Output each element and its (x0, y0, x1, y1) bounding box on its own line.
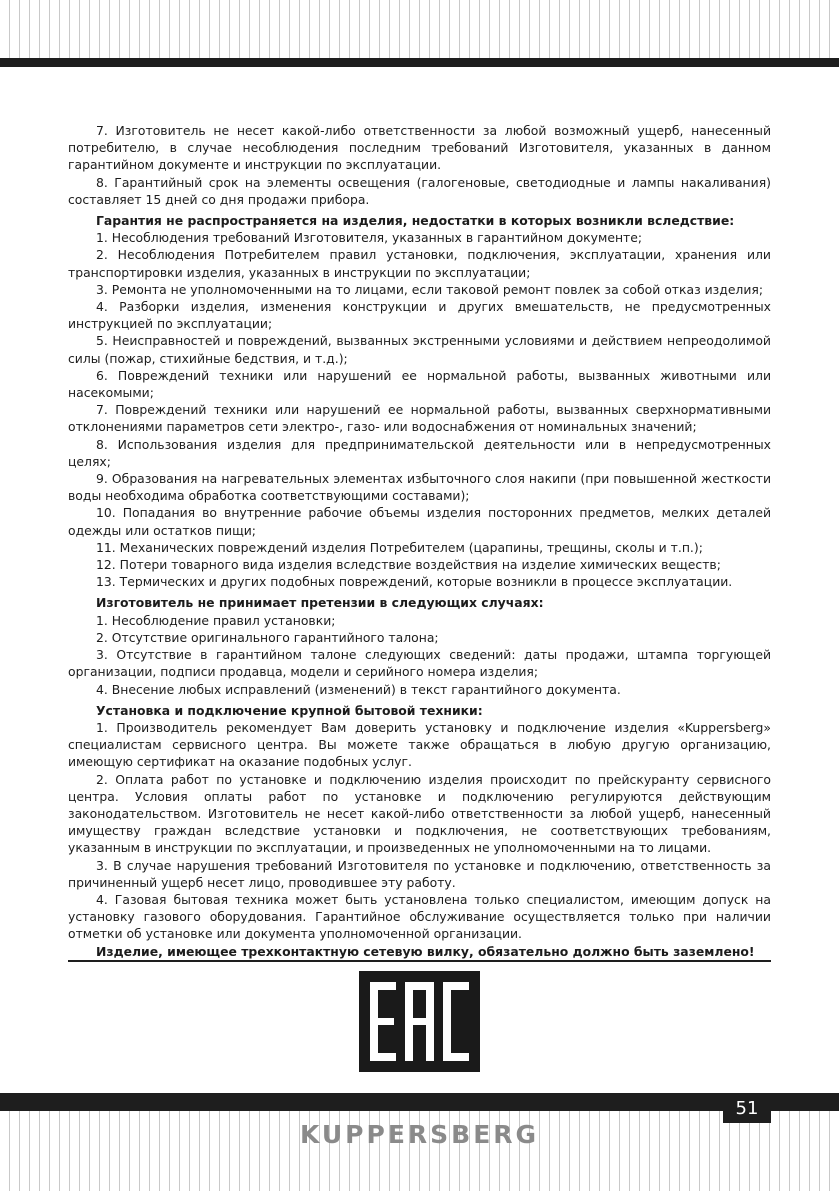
body-paragraph: 6. Повреждений техники или нарушений ее нормальной работы, вызванных животными или насекомыми; (68, 367, 771, 401)
section-heading: Изготовитель не принимает претензии в следующих случаях: (96, 595, 544, 611)
body-paragraph: 2. Несоблюдения Потребителем правил установки, подключения, эксплуатации, хранения или транспортировки изделия, указанных в инструкции по эксплуатации; (68, 247, 771, 280)
body-paragraph: 1. Производитель рекомендует Вам доверить установку и подключение изделия «Kuppersberg» специалистам сервисного центра. Вы можете также обращаться в любую другую организацию, имеющую сертификат на оказание подобных услуг. (68, 719, 771, 770)
body-paragraph: 9. Образования на нагревательных элементах избыточного слоя накипи (при повышенной жесткости воды необходима обработка соответствующими составами); (68, 471, 771, 504)
body-paragraph: 3. В случае нарушения требований Изготовителя по установке и подключению, ответственность за причиненный ущерб несет лицо, проводившее эту работу. (68, 857, 771, 890)
top-dark-band (0, 58, 839, 67)
body-paragraph: 3. Отсутствие в гарантийном талоне следующих сведений: даты продажи, штампа торгующей организации, подписи продавца, модели и серийного номера изделия; (68, 647, 771, 680)
body-paragraph: 13. Термических и других подобных повреждений, которые возникли в процессе эксплуатации. (96, 574, 733, 590)
body-paragraph: 8. Использования изделия для предпринимательской деятельности или в непредусмотренных целях; (68, 436, 771, 469)
body-paragraph: 3. Ремонта не уполномоченными на то лицами, если таковой ремонт повлек за собой отказ изделия; (96, 281, 764, 297)
body-paragraph: 2. Отсутствие оригинального гарантийного талона; (96, 629, 439, 645)
bottom-dark-band (0, 1093, 839, 1111)
body-paragraph: 12. Потери товарного вида изделия вследствие воздействия на изделие химических веществ; (96, 557, 721, 573)
body-paragraph: 11. Механических повреждений изделия Потребителем (царапины, трещины, сколы и т.п.); (96, 539, 703, 555)
body-paragraph: 10. Попадания во внутренние рабочие объемы изделия посторонних предметов, мелких деталей одежды или остатков пищи; (68, 505, 771, 538)
body-paragraph: 4. Газовая бытовая техника может быть установлена только специалистом, имеющим допуск на установку газового оборудования. Гарантийное обслуживание осуществляется только при наличии отметки об установке или документа уполномоченной организации. (68, 891, 771, 942)
body-paragraph: 8. Гарантийный срок на элементы освещения (галогеновые, светодиодные и лампы накаливания) составляет 15 дней со дня продажи прибора. (68, 174, 771, 207)
body-paragraph: 1. Несоблюдения требований Изготовителя, указанных в гарантийном документе; (96, 230, 643, 246)
brand-logo-text: KUPPERSBERG (299, 1120, 540, 1149)
body-paragraph: 7. Повреждений техники или нарушений ее нормальной работы, вызванных сверхнормативными отклонениями параметров сети электро-, газо- или водоснабжения от номинальных значений; (68, 402, 771, 435)
body-paragraph: 2. Оплата работ по установке и подключению изделия происходит по прейскуранту сервисного центра. Условия оплаты работ по установке и подключению регулируются действующим законодательством. Изготовитель не несет какой-либо ответственности за любой ущерб, нанесенный имуществу граждан вследствие установки и подключения, не соответствующих требованиям, указанным в инструкции по эксплуатации, и произведенных не уполномоченными на то лицами. (68, 771, 771, 856)
page-number: 51 (723, 1093, 771, 1123)
eac-logo-icon (359, 971, 480, 1072)
eac-certification-mark (359, 971, 480, 1072)
body-paragraph: 4. Разборки изделия, изменения конструкции и других вмешательств, не предусмотренных инструкцией по эксплуатации; (68, 299, 771, 332)
document-body (68, 122, 771, 960)
body-paragraph: 4. Внесение любых исправлений (изменений) в текст гарантийного документа. (96, 681, 621, 697)
body-paragraph: 5. Неисправностей и повреждений, вызванных экстренными условиями и действием непреодолимой силы (пожар, стихийные бедствия, и т.д.); (68, 333, 771, 366)
section-heading: Установка и подключение крупной бытовой техники: (96, 702, 483, 718)
warning-note: Изделие, имеющее трехконтактную сетевую вилку, обязательно должно быть заземлено! (96, 943, 755, 959)
body-paragraph: 1. Несоблюдение правил установки; (96, 612, 336, 628)
section-heading: Гарантия не распространяется на изделия, недостатки в которых возникли вследствие: (96, 213, 735, 229)
body-paragraph: 7. Изготовитель не несет какой-либо ответственности за любой возможный ущерб, нанесенный потребителю, в случае несоблюдения последним требований Изготовителя, указанных в данном гарантийном документе и инструкции по эксплуатации. (68, 123, 771, 173)
section-divider (68, 960, 771, 962)
top-stripe-pattern (0, 0, 839, 58)
